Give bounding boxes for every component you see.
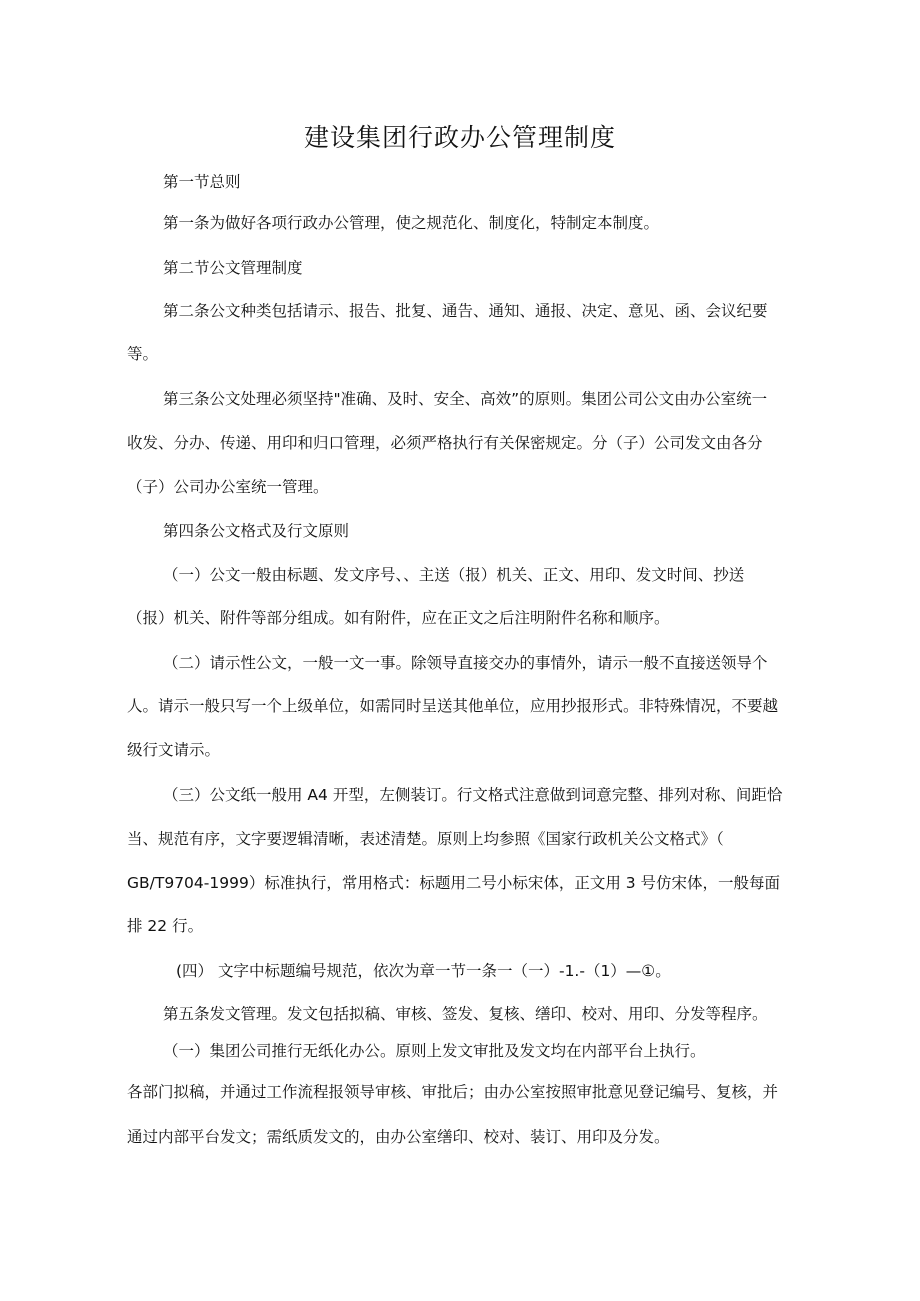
article-3-line-1: 第三条公文处理必须坚持"准确、及时、安全、高效”的原则。集团公司公文由办公室统一 <box>163 390 768 408</box>
article-2-line-1: 第二条公文种类包括请示、报告、批复、通告、通知、通报、决定、意见、函、会议纪要 <box>163 302 768 320</box>
article-4-item-2-line-2: 人。请示一般只写一个上级单位，如需同时呈送其他单位，应用抄报形式。非特殊情况，不要越 <box>127 697 779 715</box>
document-title: 建设集团行政办公管理制度 <box>303 123 616 152</box>
section-heading-general: 第一节总则 <box>163 173 241 191</box>
article-4-item-2-line-1: （二）请示性公文，一般一文一事。除领导直接交办的事情外，请示一般不直接送领导个 <box>163 654 768 672</box>
article-5-item-1-line-3: 通过内部平台发文；需纸质发文的，由办公室缮印、校对、装订、用印及分发。 <box>127 1128 670 1146</box>
article-4-item-1-line-2: （报）机关、附件等部分组成。如有附件，应在正文之后注明附件名称和顺序。 <box>127 609 670 627</box>
article-4-item-2-line-3: 级行文请示。 <box>127 741 221 759</box>
article-4-item-1-line-1: （一）公文一般由标题、发文序号、、主送（报）机关、正文、用印、发文时间、抄送 <box>163 566 745 584</box>
section-heading-document-management: 第二节公文管理制度 <box>163 259 303 277</box>
article-1: 第一条为做好各项行政办公管理，使之规范化、制度化，特制定本制度。 <box>163 214 660 232</box>
article-5: 第五条发文管理。发文包括拟稿、审核、签发、复核、缮印、校对、用印、分发等程序。 <box>163 1005 768 1023</box>
article-3-line-2: 收发、分办、传递、用印和归口管理，必须严格执行有关保密规定。分（子）公司发文由各分 <box>127 434 763 452</box>
article-4-item-4: (四） 文字中标题编号规范，依次为章一节一条一（一）-1.-（1）—①。 <box>176 962 671 980</box>
article-3-line-3: （子）公司办公室统一管理。 <box>127 478 329 496</box>
article-2-line-2: 等。 <box>127 345 159 363</box>
article-4-item-3-line-3: GB/T9704-1999）标准执行，常用格式：标题用二号小标宋体，正文用 3 号仿宋体，一般每面 <box>127 874 781 892</box>
article-4-item-3-line-1: （三）公文纸一般用 A4 开型，左侧装订。行文格式注意做到词意完整、排列对称、间距恰 <box>163 786 783 804</box>
article-4-heading: 第四条公文格式及行文原则 <box>163 522 350 540</box>
article-5-item-1: （一）集团公司推行无纸化办公。原则上发文审批及发文均在内部平台上执行。 <box>163 1042 706 1060</box>
article-4-item-3-line-2: 当、规范有序，文字要逻辑清晰，表述清楚。原则上均参照《国家行政机关公文格式》（ <box>127 830 724 848</box>
article-4-item-3-line-4: 排 22 行。 <box>127 917 204 935</box>
article-5-item-1-line-2: 各部门拟稿，并通过工作流程报领导审核、审批后；由办公室按照审批意见登记编号、复核，并 <box>127 1083 779 1101</box>
